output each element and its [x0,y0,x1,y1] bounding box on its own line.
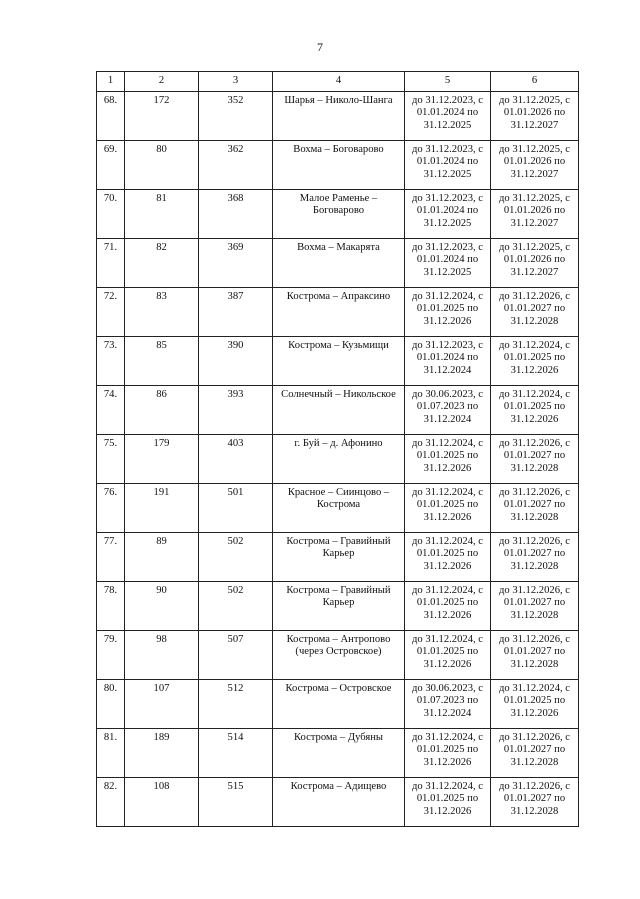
row-number-cell-text: 71. [103,242,118,253]
column-2-cell-text: 107 [153,683,170,694]
column-2-cell [125,533,199,582]
route-name-cell [273,288,405,337]
table-row [97,337,579,386]
column-3-cell-text: 502 [227,585,244,596]
column-2-cell-text: 179 [153,438,170,449]
column-2-cell-text: 85 [156,340,167,351]
period-6-cell [491,92,579,141]
table-row [97,386,579,435]
column-header-1: 1 [97,72,125,92]
period-6-cell-text: до 31.12.2024, с 01.01.2025 по 31.12.2026 [498,340,570,376]
column-2-cell-text: 172 [153,95,170,106]
table-row [97,141,579,190]
column-2-cell-text: 86 [156,389,167,400]
row-number-cell [97,778,125,827]
period-6-cell-text: до 31.12.2025, с 01.01.2026 по 31.12.2027 [498,193,570,229]
routes-table [96,71,579,827]
row-number-cell-text: 72. [103,291,118,302]
row-number-cell-text: 76. [103,487,118,498]
period-5-cell-text: до 30.06.2023, с 01.07.2023 по 31.12.2024 [411,683,483,719]
table-row [97,484,579,533]
period-5-cell-text: до 31.12.2024, с 01.01.2025 по 31.12.2026 [411,487,483,523]
period-5-cell-text: до 31.12.2023, с 01.01.2024 по 31.12.2025 [411,144,483,180]
column-2-cell [125,92,199,141]
period-6-cell [491,288,579,337]
period-6-cell [491,680,579,729]
route-name-cell [273,484,405,533]
period-5-cell [405,778,491,827]
period-5-cell [405,386,491,435]
period-6-cell-text: до 31.12.2025, с 01.01.2026 по 31.12.2027 [498,242,570,278]
period-6-cell [491,435,579,484]
route-name-cell-text: Шарья – Николо-Шанга [284,95,393,106]
period-5-cell [405,92,491,141]
table-row [97,582,579,631]
period-5-cell [405,533,491,582]
route-name-cell-text: Красное – Сиинцово – Кострома [287,487,390,511]
column-2-cell [125,386,199,435]
column-3-cell [199,435,273,484]
period-5-cell-text: до 31.12.2024, с 01.01.2025 по 31.12.2026 [411,291,483,327]
table-row [97,92,579,141]
column-3-cell-text: 512 [227,683,244,694]
column-3-cell [199,190,273,239]
route-name-cell [273,386,405,435]
row-number-cell [97,141,125,190]
column-3-cell [199,386,273,435]
period-5-cell [405,288,491,337]
route-name-cell [273,778,405,827]
period-6-cell [491,631,579,680]
column-2-cell-text: 108 [153,781,170,792]
period-5-cell [405,239,491,288]
column-2-cell [125,141,199,190]
period-5-cell-text: до 31.12.2024, с 01.01.2025 по 31.12.2026 [411,634,483,670]
table-row [97,631,579,680]
route-name-cell-text: г. Буй – д. Афонино [294,438,383,449]
route-name-cell [273,435,405,484]
period-6-cell [491,533,579,582]
column-2-cell-text: 81 [156,193,167,204]
period-6-cell-text: до 31.12.2026, с 01.01.2027 по 31.12.2028 [498,732,570,768]
column-2-cell [125,778,199,827]
column-2-cell-text: 83 [156,291,167,302]
route-name-cell-text: Кострома – Кузьмищи [288,340,389,351]
period-6-cell [491,484,579,533]
period-6-cell-text: до 31.12.2026, с 01.01.2027 по 31.12.2028 [498,634,570,670]
route-name-cell [273,337,405,386]
column-3-cell [199,582,273,631]
row-number-cell-text: 82. [103,781,118,792]
table-body [97,92,579,827]
column-3-cell [199,484,273,533]
column-2-cell [125,190,199,239]
column-3-cell [199,337,273,386]
column-3-cell [199,92,273,141]
page-number: 7 [317,40,323,54]
route-name-cell-text: Кострома – Дубяны [293,732,384,743]
period-6-cell-text: до 31.12.2026, с 01.01.2027 по 31.12.2028 [498,536,570,572]
row-number-cell [97,239,125,288]
period-6-cell-text: до 31.12.2026, с 01.01.2027 по 31.12.2028 [498,781,570,817]
column-2-cell-text: 89 [156,536,167,547]
column-3-cell-text: 515 [227,781,244,792]
row-number-cell [97,190,125,239]
period-5-cell-text: до 31.12.2023, с 01.01.2024 по 31.12.2025 [411,95,483,131]
row-number-cell [97,386,125,435]
row-number-cell [97,484,125,533]
period-5-cell [405,582,491,631]
column-3-cell [199,141,273,190]
column-3-cell [199,631,273,680]
route-name-cell-text: Кострома – Гравийный Карьер [286,585,391,609]
row-number-cell-text: 74. [103,389,118,400]
column-2-cell [125,729,199,778]
column-3-cell-text: 352 [227,95,244,106]
column-3-cell-text: 507 [227,634,244,645]
column-2-cell [125,582,199,631]
period-5-cell-text: до 31.12.2023, с 01.01.2024 по 31.12.2025 [411,242,483,278]
table-row [97,729,579,778]
column-3-cell-text: 387 [227,291,244,302]
route-name-cell [273,680,405,729]
row-number-cell [97,680,125,729]
period-6-cell [491,386,579,435]
column-2-cell [125,288,199,337]
period-5-cell [405,141,491,190]
period-5-cell [405,435,491,484]
column-3-cell-text: 369 [227,242,244,253]
row-number-cell-text: 80. [103,683,118,694]
table-row [97,680,579,729]
column-2-cell-text: 82 [156,242,167,253]
route-name-cell-text: Вохма – Макарята [297,242,380,253]
period-6-cell-text: до 31.12.2026, с 01.01.2027 по 31.12.2028 [498,438,570,474]
column-3-cell-text: 502 [227,536,244,547]
row-number-cell-text: 75. [103,438,118,449]
table-row [97,190,579,239]
period-5-cell-text: до 31.12.2024, с 01.01.2025 по 31.12.2026 [411,536,483,572]
column-2-cell-text: 191 [153,487,170,498]
route-name-cell [273,631,405,680]
period-5-cell-text: до 30.06.2023, с 01.07.2023 по 31.12.2024 [411,389,483,425]
route-name-cell [273,582,405,631]
period-5-cell-text: до 31.12.2024, с 01.01.2025 по 31.12.2026 [411,781,483,817]
table-header-row [97,72,579,92]
column-2-cell-text: 80 [156,144,167,155]
period-5-cell [405,729,491,778]
row-number-cell-text: 77. [103,536,118,547]
column-header-3: 3 [199,72,273,92]
row-number-cell [97,92,125,141]
route-name-cell-text: Вохма – Боговарово [293,144,384,155]
column-header-5: 5 [405,72,491,92]
column-2-cell-text: 90 [156,585,167,596]
period-5-cell [405,680,491,729]
column-2-cell-text: 98 [156,634,167,645]
column-2-cell [125,680,199,729]
column-2-cell [125,239,199,288]
column-header-6: 6 [491,72,579,92]
period-6-cell [491,778,579,827]
period-5-cell-text: до 31.12.2024, с 01.01.2025 по 31.12.2026 [411,438,483,474]
row-number-cell-text: 81. [103,732,118,743]
row-number-cell [97,288,125,337]
route-name-cell-text: Кострома – Островское [285,683,392,694]
column-3-cell [199,533,273,582]
column-3-cell-text: 362 [227,144,244,155]
period-5-cell-text: до 31.12.2024, с 01.01.2025 по 31.12.2026 [411,585,483,621]
route-name-cell-text: Кострома – Гравийный Карьер [286,536,391,560]
table-row [97,435,579,484]
column-2-cell [125,337,199,386]
column-header-2: 2 [125,72,199,92]
route-name-cell [273,92,405,141]
route-name-cell-text: Малое Раменье – Боговарово [299,193,378,217]
column-header-4: 4 [273,72,405,92]
period-5-cell-text: до 31.12.2024, с 01.01.2025 по 31.12.2026 [411,732,483,768]
period-6-cell [491,141,579,190]
period-6-cell-text: до 31.12.2024, с 01.01.2025 по 31.12.2026 [498,389,570,425]
period-6-cell-text: до 31.12.2026, с 01.01.2027 по 31.12.2028 [498,291,570,327]
route-name-cell [273,190,405,239]
period-5-cell-text: до 31.12.2023, с 01.01.2024 по 31.12.2024 [411,340,483,376]
row-number-cell [97,582,125,631]
column-2-cell [125,484,199,533]
column-3-cell-text: 403 [227,438,244,449]
period-6-cell-text: до 31.12.2024, с 01.01.2025 по 31.12.2026 [498,683,570,719]
row-number-cell [97,729,125,778]
route-name-cell [273,533,405,582]
row-number-cell-text: 73. [103,340,118,351]
table-row [97,778,579,827]
column-3-cell [199,288,273,337]
column-3-cell-text: 501 [227,487,244,498]
column-2-cell [125,435,199,484]
column-3-cell [199,778,273,827]
column-3-cell [199,729,273,778]
table-row [97,239,579,288]
route-name-cell [273,141,405,190]
column-3-cell-text: 514 [227,732,244,743]
row-number-cell-text: 78. [103,585,118,596]
row-number-cell-text: 68. [103,95,118,106]
period-5-cell [405,484,491,533]
period-6-cell [491,729,579,778]
row-number-cell-text: 69. [103,144,118,155]
period-6-cell-text: до 31.12.2025, с 01.01.2026 по 31.12.2027 [498,144,570,180]
row-number-cell [97,631,125,680]
period-6-cell [491,190,579,239]
route-name-cell [273,729,405,778]
period-6-cell [491,582,579,631]
period-5-cell [405,631,491,680]
route-name-cell-text: Солнечный – Никольское [281,389,396,400]
route-name-cell-text: Кострома – Апраксино [286,291,391,302]
table-row [97,288,579,337]
column-3-cell-text: 368 [227,193,244,204]
column-3-cell-text: 390 [227,340,244,351]
row-number-cell-text: 79. [103,634,118,645]
row-number-cell [97,435,125,484]
period-5-cell [405,337,491,386]
column-3-cell [199,680,273,729]
period-6-cell-text: до 31.12.2026, с 01.01.2027 по 31.12.2028 [498,487,570,523]
column-3-cell-text: 393 [227,389,244,400]
row-number-cell [97,533,125,582]
period-5-cell [405,190,491,239]
row-number-cell [97,337,125,386]
route-name-cell-text: Кострома – Адищево [290,781,387,792]
period-6-cell-text: до 31.12.2025, с 01.01.2026 по 31.12.2027 [498,95,570,131]
row-number-cell-text: 70. [103,193,118,204]
table-row [97,533,579,582]
column-3-cell [199,239,273,288]
column-2-cell [125,631,199,680]
column-2-cell-text: 189 [153,732,170,743]
route-name-cell [273,239,405,288]
period-6-cell [491,239,579,288]
route-name-cell-text: Кострома – Антропово (через Островское) [286,634,391,658]
period-5-cell-text: до 31.12.2023, с 01.01.2024 по 31.12.2025 [411,193,483,229]
period-6-cell [491,337,579,386]
period-6-cell-text: до 31.12.2026, с 01.01.2027 по 31.12.2028 [498,585,570,621]
